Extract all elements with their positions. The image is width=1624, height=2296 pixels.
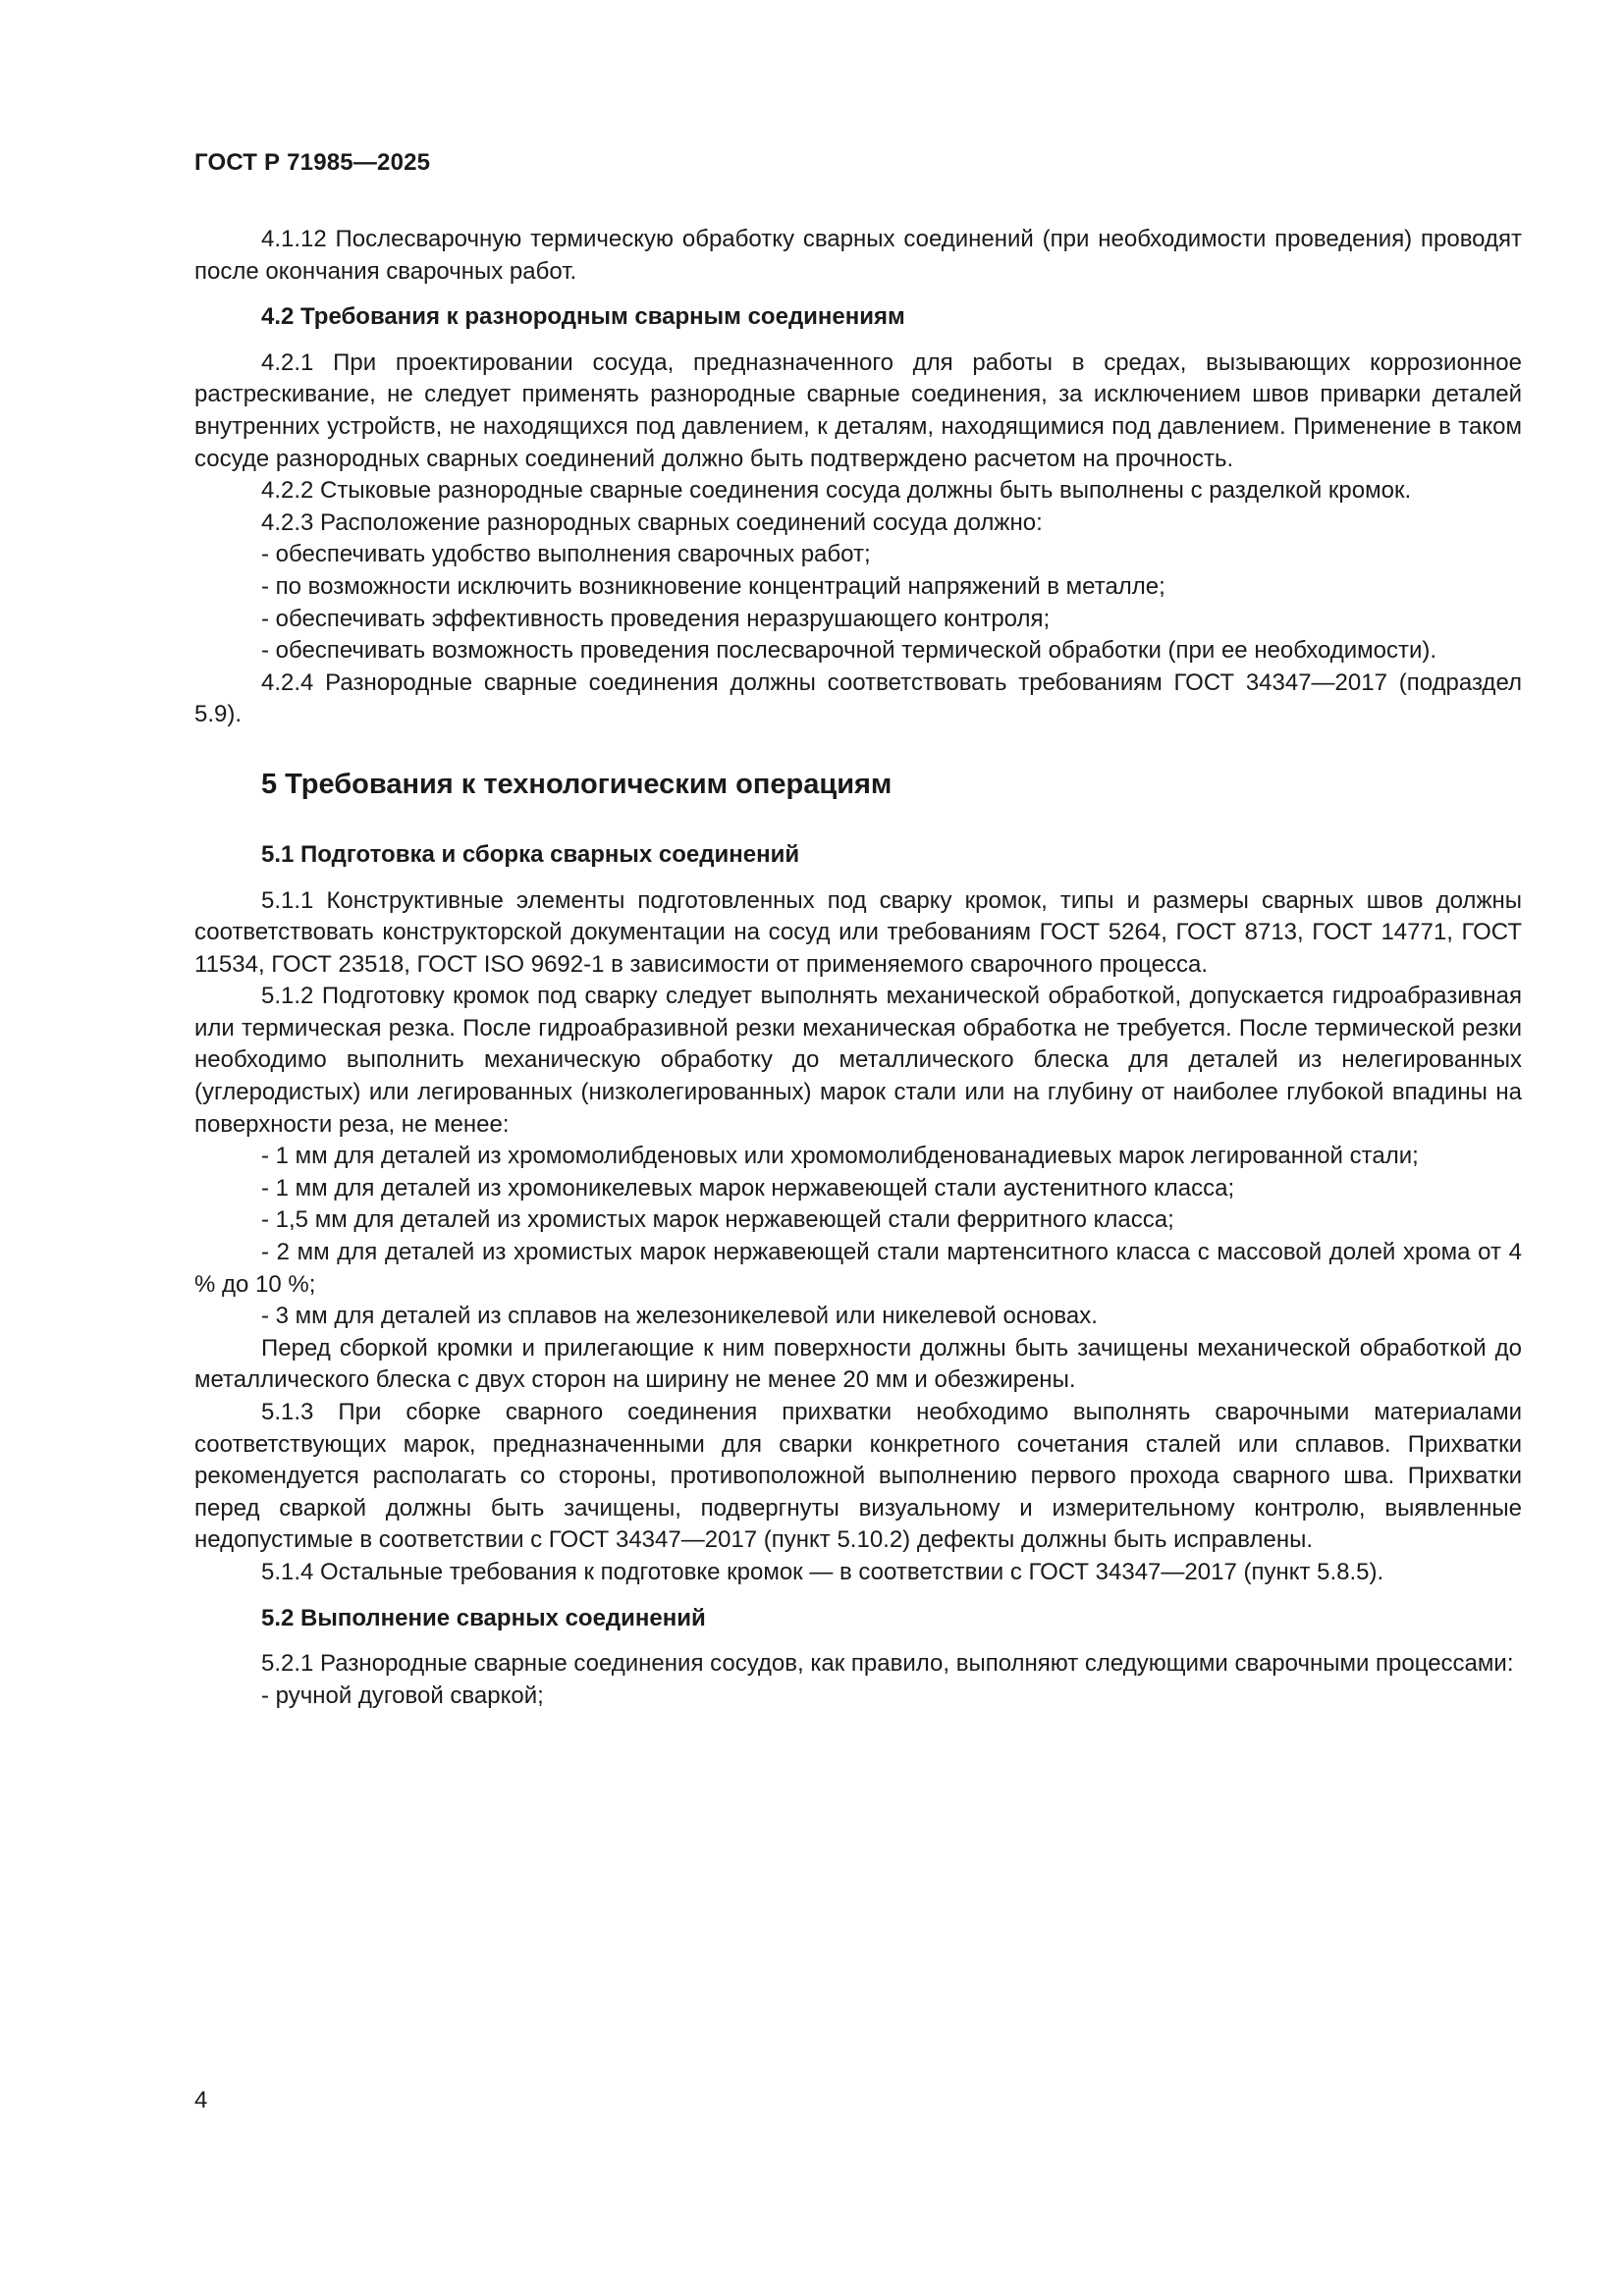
paragraph-5-1-3: 5.1.3 При сборке сварного соединения прихватки необходимо выполнять сварочными материалами соответствующих марок, предназначенными для сварки конкретного сочетания сталей или сплавов. Прихватки рекомендуется располагать со стороны, противоположной выполнению первого прохода сварного шва. Прихватки перед сваркой должны быть зачищены, подвергнуты визуальному и измерительному контролю, выявленные недопустимые в соответствии с ГОСТ 34347—2017 (пункт 5.10.2) дефекты должны быть исправлены. — [194, 1399, 1522, 1554]
paragraph-5-1-1: 5.1.1 Конструктивные элементы подготовленных под сварку кромок, типы и размеры сварных швов должны соответствовать конструкторской документации на сосуд или требованиям ГОСТ 5264, ГОСТ 8713, ГОСТ 14771, ГОСТ 11534, ГОСТ 23518, ГОСТ ISO 9692-1 в зависимости от применяемого сварочного процесса. — [194, 886, 1522, 978]
paragraph-4-2-2: 4.2.2 Стыковые разнородные сварные соединения сосуда должны быть выполнены с разделкой кромок. — [261, 477, 1412, 505]
paragraph-edge-cleaning: Перед сборкой кромки и прилегающие к ним поверхности должны быть зачищены механической обработкой до металлического блеска с двух сторон на ширину не менее 20 мм и обезжирены. — [194, 1334, 1522, 1394]
document-header-id: ГОСТ Р 71985—2025 — [194, 149, 431, 176]
chapter-heading-5: 5 Требования к технологическим операциям — [261, 768, 893, 800]
list-item: - обеспечивать удобство выполнения сварочных работ; — [261, 541, 871, 568]
list-item: - 2 мм для деталей из хромистых марок нержавеющей стали мартенситного класса с массовой долей хрома от 4 % до 10 %; — [194, 1239, 1522, 1298]
paragraph-4-2-3: 4.2.3 Расположение разнородных сварных соединений сосуда должно: — [261, 508, 1043, 536]
paragraph-5-1-4: 5.1.4 Остальные требования к подготовке кромок — в соответствии с ГОСТ 34347—2017 (пункт 5.8.5). — [261, 1558, 1384, 1585]
paragraph-4-2-1: 4.2.1 При проектировании сосуда, предназначенного для работы в средах, вызывающих коррозионное растрескивание, не следует применять разнородные сварные соединения, за исключением швов приварки деталей внутренних устройств, не находящихся под давлением, к деталям, находящимися под давлением. Применение в таком сосуде разнородных сварных соединений должно быть подтверждено расчетом на прочность. — [194, 348, 1522, 472]
section-heading-5-2: 5.2 Выполнение сварных соединений — [261, 1604, 706, 1631]
page-number: 4 — [194, 2087, 208, 2113]
document-body — [194, 224, 1522, 1712]
list-item: - ручной дуговой сваркой; — [261, 1682, 544, 1709]
list-item: - обеспечивать эффективность проведения неразрушающего контроля; — [261, 605, 1051, 632]
document-page — [194, 0, 1522, 2296]
list-item: - 1,5 мм для деталей из хромистых марок нержавеющей стали ферритного класса; — [261, 1206, 1174, 1234]
section-heading-5-1: 5.1 Подготовка и сборка сварных соединений — [261, 840, 800, 868]
list-item: - 1 мм для деталей из хромоникелевых марок нержавеющей стали аустенитного класса; — [261, 1174, 1235, 1201]
paragraph-5-1-2: 5.1.2 Подготовку кромок под сварку следует выполнять механической обработкой, допускается гидроабразивная или термическая резка. После гидроабразивной резки механическая обработка не требуется. После термической резки необходимо выполнить механическую обработку до металлического блеска для деталей из нелегированных (углеродистых) или легированных (низколегированных) марок стали или на глубину от наиболее глубокой впадины на поверхности реза, не менее: — [194, 983, 1522, 1138]
paragraph-4-1-12: 4.1.12 Послесварочную термическую обработку сварных соединений (при необходимости проведения) проводят после окончания сварочных работ. — [194, 226, 1522, 285]
list-item: - обеспечивать возможность проведения послесварочной термической обработки (при ее необходимости). — [261, 637, 1437, 665]
paragraph-4-2-4: 4.2.4 Разнородные сварные соединения должны соответствовать требованиям ГОСТ 34347—2017 (подраздел 5.9). — [194, 668, 1522, 728]
section-heading-4-2: 4.2 Требования к разнородным сварным соединениям — [261, 303, 905, 331]
list-item: - по возможности исключить возникновение концентраций напряжений в металле; — [261, 572, 1165, 600]
paragraph-5-2-1: 5.2.1 Разнородные сварные соединения сосудов, как правило, выполняют следующими сварочными процессами: — [261, 1650, 1514, 1678]
list-item: - 3 мм для деталей из сплавов на железоникелевой или никелевой основах. — [261, 1303, 1098, 1330]
list-item: - 1 мм для деталей из хромомолибденовых или хромомолибденованадиевых марок легированной стали; — [261, 1143, 1419, 1170]
